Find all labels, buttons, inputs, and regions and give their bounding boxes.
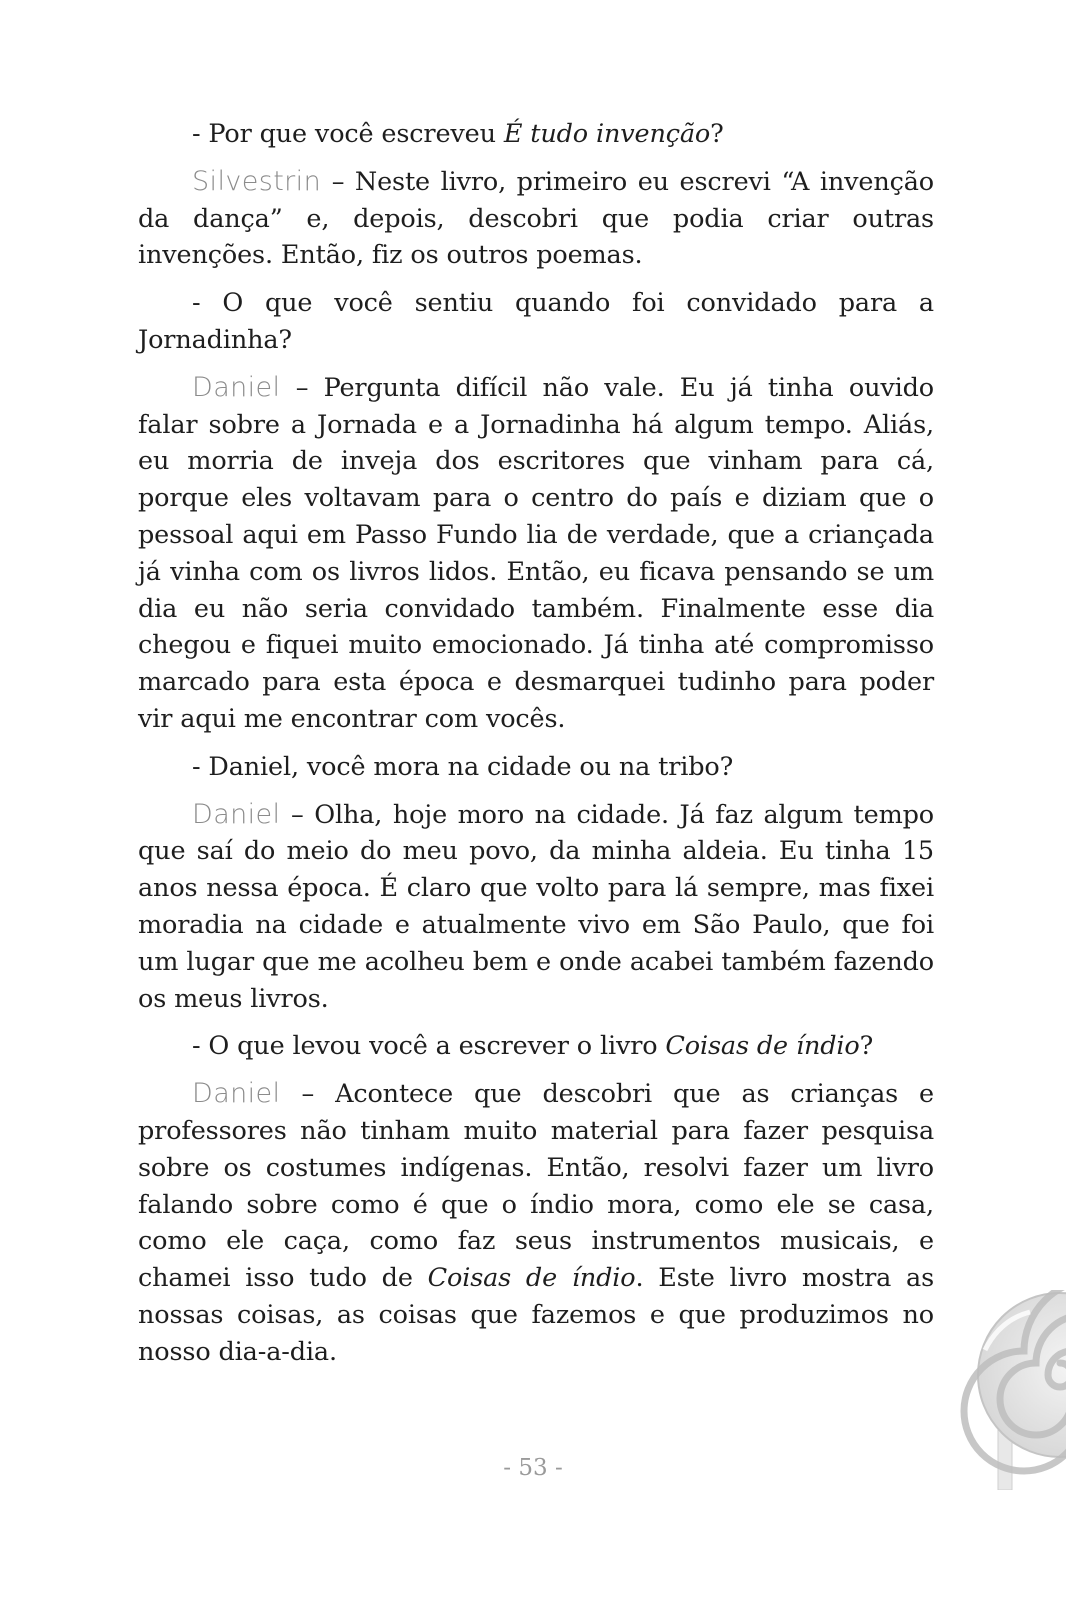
paragraph-text: - Por que você escreveu — [192, 119, 504, 149]
paragraph-text: Acontece que descobri que as crianças e professores não tinham muito material para fazer pesquisa sobre os costumes indígenas. Então, resolvi fazer um livro falando sobre como é que o índio mora, como ele se casa, como ele caça, como faz seus instrumentos musicais, e chamei isso tudo de — [138, 1079, 934, 1294]
paragraph-text: - Daniel, você mora na cidade ou na tribo? — [192, 751, 734, 782]
paragraph-text: - O que você sentiu quando foi convidado para a Jornadinha? — [138, 288, 934, 355]
paragraph-text: . Este livro mostra as nossas coisas, as coisas que fazemos e que produzimos no nosso dia-a-dia. — [138, 1263, 935, 1367]
paragraph — [138, 1076, 934, 1370]
paragraph-text: - O que levou você a escrever o livro — [192, 1031, 666, 1062]
speaker-name: Daniel — [192, 798, 281, 830]
paragraph — [138, 285, 934, 359]
interview-text — [138, 116, 934, 1382]
speaker-name: Daniel — [192, 1078, 281, 1110]
paragraph — [138, 164, 934, 274]
paragraph-text: ? — [859, 1031, 874, 1062]
lollipop-swirl-icon — [940, 1290, 1066, 1490]
paragraph — [138, 797, 934, 1018]
paragraph-text: Neste livro, primeiro eu escrevi “A invenção da dança” e, depois, descobri que podia criar outras invenções. Então, fiz os outros poemas. — [138, 166, 934, 271]
paragraph-text: – — [280, 372, 324, 403]
paragraph-text: Pergunta difícil não vale. Eu já tinha ouvido falar sobre a Jornada e a Jornadinha há algum tempo. Aliás, eu morria de inveja dos escritores que vinham para cá, porque eles voltavam para o centro do país e diziam que o pessoal aqui em Passo Fundo lia de verdade, que a criançada já vinha com os livros lidos. Então, eu ficava pensando se um dia eu não seria convidado também. Finalmente esse dia chegou e fiquei muito emocionado. Já tinha até compromisso marcado para esta época e desmarquei tudinho para poder vir aqui me encontrar com vocês. — [138, 372, 934, 734]
paragraph — [138, 749, 934, 786]
paragraph — [138, 116, 934, 153]
book-title-italic: Coisas de índio — [665, 1031, 860, 1062]
speaker-name: Silvestrin — [192, 165, 322, 197]
paragraph — [138, 370, 934, 738]
book-title-italic: É tudo invenção — [503, 119, 711, 149]
paragraph-text: ? — [710, 119, 724, 149]
book-title-italic: Coisas de índio — [427, 1263, 636, 1294]
paragraph-text: Olha, hoje moro na cidade. Já faz algum tempo que saí do meio do meu povo, da minha aldeia. Eu tinha 15 anos nessa época. É claro que volto para lá sempre, mas fixei moradia na cidade e atualmente vivo em São Paulo, que foi um lugar que me acolheu bem e onde acabei também fazendo os meus livros. — [138, 799, 934, 1014]
paragraph-text: – — [280, 1079, 336, 1110]
page-number: - 53 - — [503, 1455, 563, 1481]
paragraph-text: – — [280, 799, 315, 830]
paragraph-text: – — [321, 166, 355, 197]
speaker-name: Daniel — [192, 371, 281, 403]
paragraph — [138, 1028, 934, 1065]
